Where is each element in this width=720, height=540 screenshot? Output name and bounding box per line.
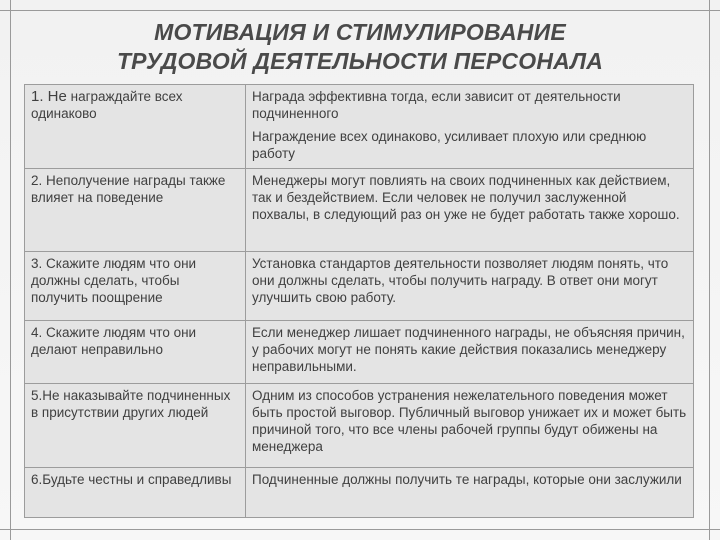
principle-number: 1. Не <box>31 88 67 105</box>
slide-frame-left <box>10 0 11 540</box>
principle-cell: 5.Не наказывайте подчиненных в присутствии других людей <box>25 384 246 468</box>
explanation-cell: Менеджеры могут повлиять на своих подчиненных как действием, так и бездействием. Если человек не получил заслуженной похвалы, в следующий раз он уже не будет работать также хорошо. <box>246 169 694 252</box>
table-row <box>25 252 694 321</box>
principle-cell: 4. Скажите людям что они делают неправильно <box>25 321 246 384</box>
principle-cell: 3. Скажите людям что они должны сделать, чтобы получить поощрение <box>25 252 246 321</box>
table-row <box>25 169 694 252</box>
explanation-cell: Если менеджер лишает подчиненного награды, не объясняя причин, у рабочих могут не понять какие действия показались менеджеру неправильными. <box>246 321 694 384</box>
principle-cell: 6.Будьте честны и справедливы <box>25 468 246 518</box>
slide-title <box>0 18 720 76</box>
explanation-cell: Одним из способов устранения нежелательного поведения может быть простой выговор. Публичный выговор унижает их и может быть причиной того, что все члены рабочей группы будут обижены на менеджера <box>246 384 694 468</box>
explanation-paragraph: Награждение всех одинаково, усиливает плохую или среднюю работу <box>252 129 647 161</box>
explanation-cell: Подчиненные должны получить те награды, которые они заслужили <box>246 468 694 518</box>
slide-frame-right <box>709 0 710 540</box>
table-row <box>25 321 694 384</box>
table-row <box>25 85 694 169</box>
principles-table <box>24 84 694 518</box>
explanation-cell: Установка стандартов деятельности позволяет людям понять, что они должны сделать, чтобы получить награду. В ответ они могут улучшить свою работу. <box>246 252 694 321</box>
slide-frame-top <box>0 10 720 11</box>
title-line-1: МОТИВАЦИЯ И СТИМУЛИРОВАНИЕ <box>154 19 566 45</box>
principle-cell: 2. Неполучение награды также влияет на поведение <box>25 169 246 252</box>
explanation-paragraph: Награда эффективна тогда, если зависит от деятельности подчиненного <box>252 89 621 121</box>
principle-cell <box>25 85 246 169</box>
table-row <box>25 468 694 518</box>
explanation-cell <box>246 85 694 169</box>
table-row <box>25 384 694 468</box>
slide-frame-bottom <box>0 529 720 530</box>
principle-text: награждайте всех одинаково <box>31 89 183 121</box>
title-line-2: ТРУДОВОЙ ДЕЯТЕЛЬНОСТИ ПЕРСОНАЛА <box>116 48 604 74</box>
